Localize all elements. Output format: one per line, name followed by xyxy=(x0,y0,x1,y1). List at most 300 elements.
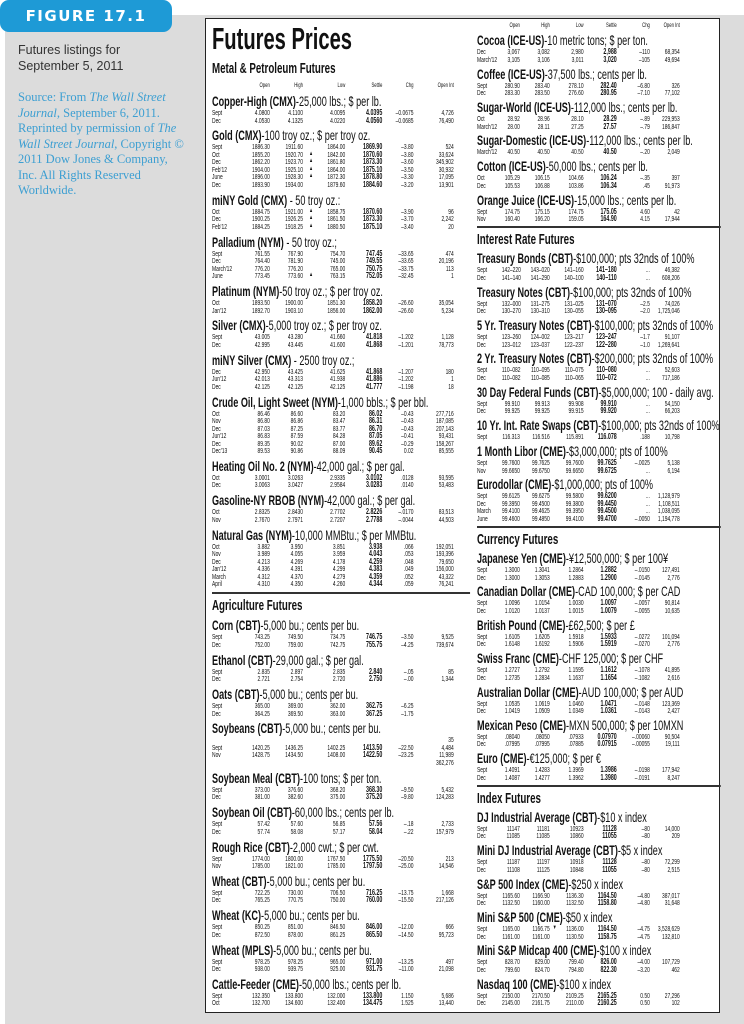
left-column xyxy=(212,22,470,1007)
contract-spec: -100 troy oz.; $ per troy oz. xyxy=(261,127,371,144)
open-interest-cell: 113 xyxy=(445,263,454,273)
table-row xyxy=(212,516,470,524)
table-row xyxy=(477,774,721,782)
arrow-up-icon: ▲ xyxy=(309,222,314,229)
arrow-cell xyxy=(550,733,560,741)
settle-cell: 4.0395 xyxy=(366,108,383,118)
open-interest-cell: 277,716 xyxy=(435,408,454,418)
settle-cell: 123–247 xyxy=(596,332,617,342)
contract-spec: -$100,000; pts 32nds of 100% xyxy=(570,283,692,300)
arrow-cell xyxy=(303,543,319,551)
high-cell: 1.2834 xyxy=(534,672,550,682)
month-cell: Nov xyxy=(212,861,221,871)
high-cell: 4.1100 xyxy=(288,108,303,118)
open-interest-cell: 1,038,095 xyxy=(657,506,680,516)
contract-name: Platinum (NYM) xyxy=(212,283,280,300)
open-cell: 773.45 xyxy=(254,271,270,281)
change-cell: –.22 xyxy=(403,826,414,836)
change-cell: –13.75 xyxy=(398,887,414,897)
month-cell: Dec xyxy=(477,672,486,682)
high-cell: 749.50 xyxy=(287,632,303,642)
contract-block xyxy=(477,877,721,907)
month-cell: Sept xyxy=(212,853,223,863)
month-cell: Dec'13 xyxy=(212,446,228,456)
change-cell: –.00055 xyxy=(632,739,650,749)
table-row xyxy=(477,966,721,974)
low-cell: 87.00 xyxy=(332,438,346,448)
low-cell: 2110.00 xyxy=(566,998,584,1008)
open-interest-cell: 2,242 xyxy=(441,214,454,224)
high-cell: 28.11 xyxy=(537,121,550,131)
high-cell: 99.7625 xyxy=(531,458,550,468)
month-cell: Sept xyxy=(212,887,223,897)
table-row xyxy=(212,999,470,1007)
open-interest-cell: 96 xyxy=(448,206,454,216)
contract-name: 1 Month Libor (CME) xyxy=(477,443,566,460)
contract-spec: -15,000 lbs.; cents per lb. xyxy=(574,191,677,208)
change-cell: –.0272 xyxy=(634,631,650,641)
low-cell: 3.959 xyxy=(332,549,346,559)
table-row xyxy=(477,515,721,523)
change-cell: –6.25 xyxy=(401,701,414,711)
high-cell: 99.4500 xyxy=(531,498,550,508)
settle-cell: 1884.60 xyxy=(363,179,383,189)
open-interest-cell: 1,128 xyxy=(441,332,454,342)
settle-cell: 4.043 xyxy=(368,549,383,559)
settle-cell: 1164.50 xyxy=(597,924,617,934)
change-cell: –9.80 xyxy=(401,792,414,802)
low-cell: 1408.00 xyxy=(327,750,346,760)
low-cell: 41.660 xyxy=(330,332,346,342)
low-cell: 750.00 xyxy=(330,895,346,905)
change-cell: –0.0685 xyxy=(395,115,414,125)
arrow-cell xyxy=(303,744,319,752)
open-cell: 105.53 xyxy=(504,180,520,190)
open-interest-cell: 35,054 xyxy=(438,298,454,308)
arrow-cell xyxy=(550,774,560,782)
column-header-low: Low xyxy=(337,81,346,89)
open-interest-cell: 107,729 xyxy=(661,957,680,967)
open-interest-cell: 5,686 xyxy=(441,990,454,1000)
contract-heading xyxy=(212,687,470,702)
high-cell: 99.4850 xyxy=(531,513,550,523)
table-row xyxy=(212,759,470,767)
low-cell: 41.600 xyxy=(330,339,346,349)
change-cell: –.0150 xyxy=(634,565,650,575)
section-heading: Agriculture Futures xyxy=(212,592,470,614)
open-interest-cell: 101,094 xyxy=(661,631,680,641)
low-cell: 83.20 xyxy=(332,408,346,418)
arrow-cell xyxy=(550,992,560,1000)
arrow-cell xyxy=(550,566,560,574)
change-cell: .0140 xyxy=(401,480,414,490)
arrow-cell xyxy=(550,56,560,64)
open-cell: 280.90 xyxy=(504,80,520,90)
change-cell: –1.7 xyxy=(640,332,650,342)
change-cell: –9.50 xyxy=(401,784,414,794)
low-cell: 1880.50 xyxy=(327,221,346,231)
open-cell: 99.6650 xyxy=(502,465,520,475)
open-cell: 1884.25 xyxy=(252,221,270,231)
open-interest-cell: 180 xyxy=(445,366,454,376)
month-cell: Sept xyxy=(477,857,488,867)
month-cell: Sept xyxy=(477,665,488,675)
settle-cell: 86.02 xyxy=(368,408,383,418)
column-header-arrow xyxy=(303,82,319,90)
open-cell: 1774.00 xyxy=(252,853,270,863)
settle-cell: 130–095 xyxy=(596,306,617,316)
open-interest-cell: 102 xyxy=(671,998,680,1008)
contract-heading xyxy=(477,133,721,148)
contract-heading xyxy=(477,551,721,566)
contract-heading xyxy=(212,318,470,333)
settle-cell: 11055 xyxy=(602,864,617,874)
change-cell xyxy=(382,759,413,767)
settle-cell: 1873.30 xyxy=(363,157,383,167)
source-text: , September 6, 2011. Reprinted by permission of xyxy=(18,105,160,135)
low-cell: 140–100 xyxy=(564,272,584,282)
low-cell: 103.86 xyxy=(568,180,584,190)
open-interest-cell: 186,847 xyxy=(661,121,680,131)
contract-name: Mexican Peso (CME) xyxy=(477,716,567,733)
high-cell: 1926.25 xyxy=(285,214,303,224)
arrow-cell xyxy=(303,299,319,307)
high-cell: 773.60 xyxy=(287,271,303,281)
month-cell: Sept xyxy=(477,398,488,408)
contract-spec: -£62,500; $ per £ xyxy=(565,616,635,633)
open-cell: 1.0419 xyxy=(504,706,520,716)
contract-heading xyxy=(212,874,470,889)
change-cell: –3.90 xyxy=(401,206,414,216)
low-cell: 745.00 xyxy=(330,256,346,266)
open-interest-cell: 1 xyxy=(451,271,454,281)
month-cell: Dec xyxy=(212,480,221,490)
table-row xyxy=(212,481,470,489)
high-cell: 134.600 xyxy=(285,998,303,1008)
change-cell: –2.0 xyxy=(640,306,650,316)
settle-cell: 41.868 xyxy=(366,339,383,349)
month-cell: Sept xyxy=(212,922,223,932)
settle-cell: 1164.50 xyxy=(597,890,617,900)
open-cell: 978.25 xyxy=(254,956,270,966)
open-cell: 365.00 xyxy=(254,701,270,711)
high-cell: 43.445 xyxy=(287,339,303,349)
open-cell: 283.30 xyxy=(504,88,520,98)
open-interest-cell: 20 xyxy=(448,221,454,231)
arrow-cell xyxy=(303,474,319,482)
change-cell: –.0191 xyxy=(634,772,650,782)
open-cell: 99.925 xyxy=(504,406,520,416)
contract-spec: - 50 troy oz.; xyxy=(283,233,337,250)
contract-block xyxy=(477,385,721,415)
low-cell: 1.1595 xyxy=(568,665,584,675)
change-cell: ... xyxy=(645,398,650,408)
table-row xyxy=(212,828,470,836)
arrow-cell xyxy=(303,432,319,440)
column-header-month xyxy=(477,22,502,30)
month-cell: Feb'12 xyxy=(212,164,227,174)
contract-block xyxy=(477,100,721,130)
low-cell: 1.0349 xyxy=(568,706,584,716)
open-cell: 4.0530 xyxy=(254,115,270,125)
settle-cell: 141–180 xyxy=(596,265,617,275)
table-row xyxy=(212,931,470,939)
settle-cell: 4.383 xyxy=(368,564,383,574)
month-cell: Sept xyxy=(212,819,223,829)
low-cell: 99.6650 xyxy=(565,465,584,475)
arrow-cell xyxy=(303,508,319,516)
month-cell: Nov xyxy=(212,750,221,760)
open-cell: 86.80 xyxy=(257,416,270,426)
change-cell: –20.50 xyxy=(398,853,414,863)
low-cell: 99.5800 xyxy=(565,491,584,501)
table-row xyxy=(212,965,470,973)
high-cell: 90.86 xyxy=(290,446,303,456)
month-cell: Oct xyxy=(477,173,485,183)
open-interest-cell: 156,000 xyxy=(435,564,454,574)
open-cell: 722.25 xyxy=(254,887,270,897)
arrow-cell xyxy=(303,786,319,794)
low-cell: 1.0030 xyxy=(568,598,584,608)
month-cell: Sept xyxy=(477,365,488,375)
arrow-cell xyxy=(550,674,560,682)
open-cell: 141–140 xyxy=(501,272,521,282)
open-cell: 765.25 xyxy=(254,895,270,905)
high-cell: 58.08 xyxy=(290,826,303,836)
change-cell: –.0170 xyxy=(398,507,414,517)
settle-cell: 1875.10 xyxy=(363,221,383,231)
arrow-cell xyxy=(303,999,319,1007)
month-cell: Sept xyxy=(212,742,223,752)
settle-cell: 826.00 xyxy=(600,957,617,967)
low-cell: 1861.80 xyxy=(327,157,346,167)
settle-cell: 368.30 xyxy=(366,784,383,794)
month-cell: Nov xyxy=(212,416,221,426)
open-cell: 86.46 xyxy=(257,408,270,418)
contract-name: Soybean Oil (CBT) xyxy=(212,804,292,821)
month-cell: March'12 xyxy=(212,263,233,273)
table-row xyxy=(212,580,470,588)
high-cell: 824.70 xyxy=(534,964,550,974)
high-cell: 2.8430 xyxy=(287,507,303,517)
contract-spec: -5,000 bu.; cents per bu. xyxy=(273,941,372,958)
high-cell: 283.40 xyxy=(534,80,550,90)
open-interest-cell: 462 xyxy=(671,964,680,974)
settle-cell: 2.840 xyxy=(368,666,383,676)
change-cell: ... xyxy=(645,365,650,375)
high-cell: 86.60 xyxy=(290,408,303,418)
table-row xyxy=(477,341,721,349)
low-cell: 363.00 xyxy=(330,708,346,718)
month-cell: Sept xyxy=(477,598,488,608)
change-cell: ... xyxy=(645,372,650,382)
contract-spec: -5,000 bu.; cents per bu. xyxy=(261,907,360,924)
high-cell: 369.00 xyxy=(287,701,303,711)
settle-cell: 1873.30 xyxy=(363,214,383,224)
low-cell: 1856.00 xyxy=(327,305,346,315)
month-cell: June xyxy=(212,271,223,281)
column-header-open-interest: Open Int xyxy=(437,81,454,89)
open-cell: 132.350 xyxy=(252,990,270,1000)
low-cell: 1130.50 xyxy=(566,931,584,941)
settle-cell: 1878.80 xyxy=(363,172,383,182)
high-cell: 141–290 xyxy=(530,272,550,282)
table-row xyxy=(477,56,721,64)
table-row xyxy=(477,574,721,582)
high-cell: 776.20 xyxy=(287,263,303,273)
high-cell: 1928.30 xyxy=(285,172,303,182)
settle-cell: 89.62 xyxy=(368,438,383,448)
source-credit xyxy=(18,90,186,199)
low-cell: 123–217 xyxy=(564,332,584,342)
open-interest-cell: 387,017 xyxy=(661,890,680,900)
month-cell: Dec xyxy=(212,639,221,649)
open-interest-cell: 229,953 xyxy=(661,114,680,124)
column-header-change: Chg xyxy=(642,22,650,29)
contract-spec: -60,000 lbs.; cents per lb. xyxy=(291,804,395,821)
arrow-cell xyxy=(303,702,319,710)
high-cell: 382.60 xyxy=(287,792,303,802)
arrow-cell xyxy=(550,958,560,966)
contract-name: Oats (CBT) xyxy=(212,686,260,703)
open-cell: 764.40 xyxy=(254,256,270,266)
arrow-cell xyxy=(303,931,319,939)
open-cell: 4.0800 xyxy=(254,108,270,118)
high-cell: 1434.50 xyxy=(285,750,303,760)
open-cell: 99.4100 xyxy=(502,506,520,516)
contract-spec: -MXN 500,000; $ per 10MXN xyxy=(566,716,684,733)
open-cell xyxy=(242,759,270,767)
open-interest-cell: 68,354 xyxy=(664,47,680,57)
arrow-cell xyxy=(550,433,560,441)
settle-cell: 1.1612 xyxy=(600,665,617,675)
high-cell: 1.0154 xyxy=(534,598,550,608)
source-publication: The Wall Street Journal xyxy=(18,90,166,120)
high-cell: 376.60 xyxy=(287,784,303,794)
open-interest-cell: 192,051 xyxy=(435,541,454,551)
arrow-cell xyxy=(303,181,319,189)
month-cell: June xyxy=(477,513,488,523)
arrow-cell xyxy=(303,828,319,836)
arrow-cell xyxy=(303,992,319,1000)
settle-cell: 11128 xyxy=(602,857,617,867)
contract-spec: - 50 troy oz.: xyxy=(287,191,341,208)
change-cell: –4.80 xyxy=(637,890,650,900)
column-header-open-interest: Open Int xyxy=(663,22,680,29)
change-cell: –1.201 xyxy=(398,339,414,349)
settle-cell: 99.4500 xyxy=(597,506,617,516)
low-cell: 1842.00 xyxy=(327,149,346,159)
change-cell: .0128 xyxy=(401,472,414,482)
change-cell: .049 xyxy=(403,564,414,574)
settle-cell: 1.3986 xyxy=(600,765,617,775)
open-cell: 11085 xyxy=(506,831,520,841)
low-cell: 40.50 xyxy=(571,147,584,157)
contract-heading xyxy=(477,159,721,174)
contract-heading xyxy=(477,477,721,492)
open-interest-cell: 93,595 xyxy=(438,472,454,482)
contract-spec: -$50 x index xyxy=(562,909,613,926)
arrow-cell xyxy=(303,565,319,573)
high-cell: 99.4625 xyxy=(531,506,550,516)
change-cell: –0.29 xyxy=(401,438,414,448)
open-cell: 28.92 xyxy=(507,114,520,124)
contract-spec: -$200,000; pts 32nds of 100% xyxy=(591,350,714,367)
low-cell: 278.10 xyxy=(568,80,584,90)
change-cell: –1.75 xyxy=(401,708,414,718)
contract-heading xyxy=(477,385,721,400)
month-cell: Dec xyxy=(212,179,221,189)
contract-block xyxy=(477,159,721,189)
change-cell: –.1082 xyxy=(634,672,650,682)
change-cell: .188 xyxy=(640,432,650,442)
open-cell: 99.4600 xyxy=(502,513,520,523)
arrow-cell xyxy=(550,892,560,900)
open-cell: 743.25 xyxy=(254,632,270,642)
settle-cell: 41.777 xyxy=(366,381,383,391)
open-interest-cell: 4,484 xyxy=(441,742,454,752)
change-cell: –.0057 xyxy=(634,598,650,608)
change-cell: –0.0675 xyxy=(395,108,414,118)
low-cell: 1851.30 xyxy=(327,298,346,308)
settle-cell: 11055 xyxy=(602,831,617,841)
open-cell: 1428.75 xyxy=(252,750,270,760)
contract-heading xyxy=(477,977,721,992)
low-cell: 1.2883 xyxy=(568,572,584,582)
high-cell: 28.96 xyxy=(537,114,550,124)
high-cell: 283.50 xyxy=(534,88,550,98)
open-cell: 373.00 xyxy=(254,784,270,794)
month-cell: Sept xyxy=(212,701,223,711)
month-cell: Jun'12 xyxy=(212,431,227,441)
figure-caption xyxy=(18,42,198,74)
change-cell: –3.30 xyxy=(401,172,414,182)
low-cell: 83.77 xyxy=(332,423,346,433)
month-cell: Oct xyxy=(477,114,485,124)
change-cell: –80 xyxy=(641,864,650,874)
contract-spec: -5,000 troy oz.; $ per troy oz. xyxy=(265,317,382,334)
low-cell: 2,980 xyxy=(571,47,584,57)
high-cell: 43.313 xyxy=(287,374,303,384)
high-cell: 166.20 xyxy=(534,214,550,224)
arrow-cell xyxy=(550,666,560,674)
change-cell: –80 xyxy=(641,831,650,841)
settle-cell: 99.920 xyxy=(600,406,617,416)
month-cell: March xyxy=(212,571,226,581)
arrow-cell xyxy=(550,215,560,223)
low-cell: 84.28 xyxy=(332,431,346,441)
contract-heading xyxy=(477,67,721,82)
contract-spec: -10,000 MMBtu.; $ per MMBtu. xyxy=(291,526,417,543)
month-cell: Sept xyxy=(477,924,488,934)
arrow-cell xyxy=(303,965,319,973)
open-cell: 1785.00 xyxy=(252,861,270,871)
arrow-up-icon: ▲ xyxy=(309,165,314,172)
high-cell: 57.60 xyxy=(290,819,303,829)
settle-cell: 3.0283 xyxy=(366,480,383,490)
month-cell: Sept xyxy=(212,248,223,258)
contract-name: DJ Industrial Average (CBT) xyxy=(477,808,598,825)
change-cell: –.79 xyxy=(640,121,650,131)
month-cell: Dec xyxy=(212,339,221,349)
high-cell: 851.00 xyxy=(287,922,303,932)
open-cell: 123–260 xyxy=(501,332,521,342)
low-cell: 2.7702 xyxy=(330,507,346,517)
change-cell: –4.75 xyxy=(637,924,650,934)
arrow-cell xyxy=(303,573,319,581)
high-cell: 43.280 xyxy=(287,332,303,342)
open-interest-cell: 43,322 xyxy=(438,571,454,581)
